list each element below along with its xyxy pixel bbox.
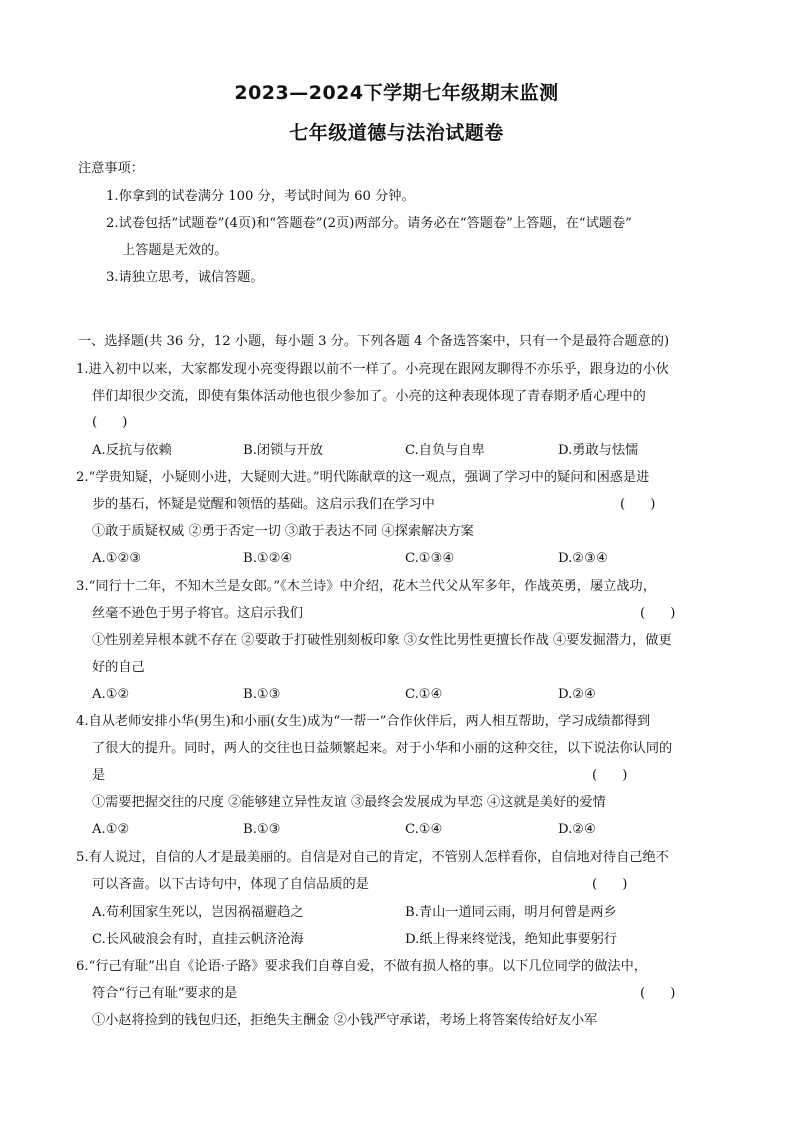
question-5-option-a: A.苟利国家生死以，岂因祸福避趋之 <box>92 905 304 920</box>
question-2-option-a: A.①②③ <box>92 551 142 566</box>
question-2-option-c: C.①③④ <box>405 551 455 566</box>
question-1-line: 1.进入初中以来，大家都发现小亮变得跟以前不一样了。小亮现在跟网友聊得不亦乐乎，跟身边的小伙 <box>76 362 669 377</box>
note-item: 1.你拿到的试卷满分 100 分，考试时间为 60 分钟。 <box>106 189 415 204</box>
question-2-line: 2.“学贵知疑，小疑则小进，大疑则大进。”明代陈献章的这一观点，强调了学习中的疑问和困惑是进 <box>76 470 650 485</box>
question-3-option-a: A.①② <box>92 687 130 702</box>
question-2-statements: ①敢于质疑权威 ②勇于否定一切 ③敢于表达不同 ④探索解决方案 <box>92 524 474 539</box>
answer-bracket: ( ) <box>620 497 656 512</box>
question-4-option-d: D.②④ <box>558 822 596 837</box>
answer-bracket: ( ) <box>592 768 628 783</box>
question-1-option-c: C.自负与自卑 <box>405 443 485 458</box>
question-3-option-d: D.②④ <box>558 687 596 702</box>
notes-heading: 注意事项： <box>78 161 144 176</box>
question-5-line: 可以吝啬。以下古诗句中，体现了自信品质的是 <box>92 877 369 892</box>
question-4-line: 4.自从老师安排小华(男生)和小丽(女生)成为“一帮一”合作伙伴后，两人相互帮助，学习成绩都得到 <box>76 714 651 729</box>
question-3-line: 3.“同行十二年，不知木兰是女郎。”《木兰诗》中介绍，花木兰代父从军多年，作战英勇，屡立战功， <box>76 579 656 594</box>
question-3-option-c: C.①④ <box>405 687 443 702</box>
question-5-option-d: D.纸上得来终觉浅，绝知此事要躬行 <box>405 932 618 947</box>
question-6-statements: ①小赵将捡到的钱包归还，拒绝失主酬金 ②小钱严守承诺，考场上将答案传给好友小军 <box>92 1013 598 1028</box>
question-2-line: 步的基石，怀疑是觉醒和领悟的基础。这启示我们在学习中 <box>92 497 435 512</box>
answer-bracket: ( ) <box>640 986 676 1001</box>
question-1-option-a: A.反抗与依赖 <box>92 443 172 458</box>
question-6-line: 6.“行己有耻”出自《论语·子路》要求我们自尊自爱，不做有损人格的事。以下几位同学的做法中， <box>76 959 647 974</box>
question-6-line: 符合“行己有耻”要求的是 <box>92 986 238 1001</box>
note-item: 3.请独立思考，诚信答题。 <box>106 270 264 285</box>
question-3-option-b: B.①③ <box>243 687 281 702</box>
answer-bracket: ( ) <box>592 877 628 892</box>
question-2-option-b: B.①②④ <box>243 551 293 566</box>
note-item: 2.试卷包括“试题卷”(4页)和“答题卷”(2页)两部分。请务必在“答题卷”上答题，在“试题卷” <box>106 216 632 231</box>
note-item: 上答题是无效的。 <box>122 243 228 258</box>
question-4-line: 了很大的提升。同时，两人的交往也日益频繁起来。对于小华和小丽的这种交往，以下说法你认同的 <box>92 741 673 756</box>
exam-title: 2023—2024下学期七年级期末监测 <box>234 82 559 104</box>
answer-bracket: ( ) <box>92 415 128 430</box>
question-2-option-d: D.②③④ <box>558 551 608 566</box>
question-5-option-b: B.青山一道同云雨，明月何曾是两乡 <box>405 905 617 920</box>
question-5-option-c: C.长风破浪会有时，直挂云帆济沧海 <box>92 932 304 947</box>
question-1-line: 伴们却很少交流，即使有集体活动他也很少参加了。小亮的这种表现体现了青春期矛盾心理中的 <box>92 389 646 404</box>
question-1-option-d: D.勇敢与怯懦 <box>558 443 639 458</box>
question-4-line: 是 <box>92 768 106 783</box>
question-3-statements: ①性别差异根本就不存在 ②要敢于打破性别刻板印象 ③女性比男性更擅长作战 ④要发掘潜力，做更 <box>92 633 672 648</box>
question-3-statements: 好的自己 <box>92 660 145 675</box>
exam-subtitle: 七年级道德与法治试题卷 <box>289 122 504 144</box>
question-4-statements: ①需要把握交往的尺度 ②能够建立异性友谊 ③最终会发展成为早恋 ④这就是美好的爱情 <box>92 795 606 810</box>
question-4-option-a: A.①② <box>92 822 130 837</box>
section-heading: 一、选择题(共 36 分，12 小题，每小题 3 分。下列各题 4 个备选答案中，只有一个是最符合题意的) <box>78 334 670 349</box>
question-1-option-b: B.闭锁与开放 <box>243 443 323 458</box>
question-4-option-c: C.①④ <box>405 822 443 837</box>
question-4-option-b: B.①③ <box>243 822 281 837</box>
question-5-line: 5.有人说过，自信的人才是最美丽的。自信是对自己的肯定，不管别人怎样看你，自信地对待自己绝不 <box>76 850 669 865</box>
question-3-line: 丝毫不逊色于男子将官。这启示我们 <box>92 606 303 621</box>
answer-bracket: ( ) <box>640 606 676 621</box>
